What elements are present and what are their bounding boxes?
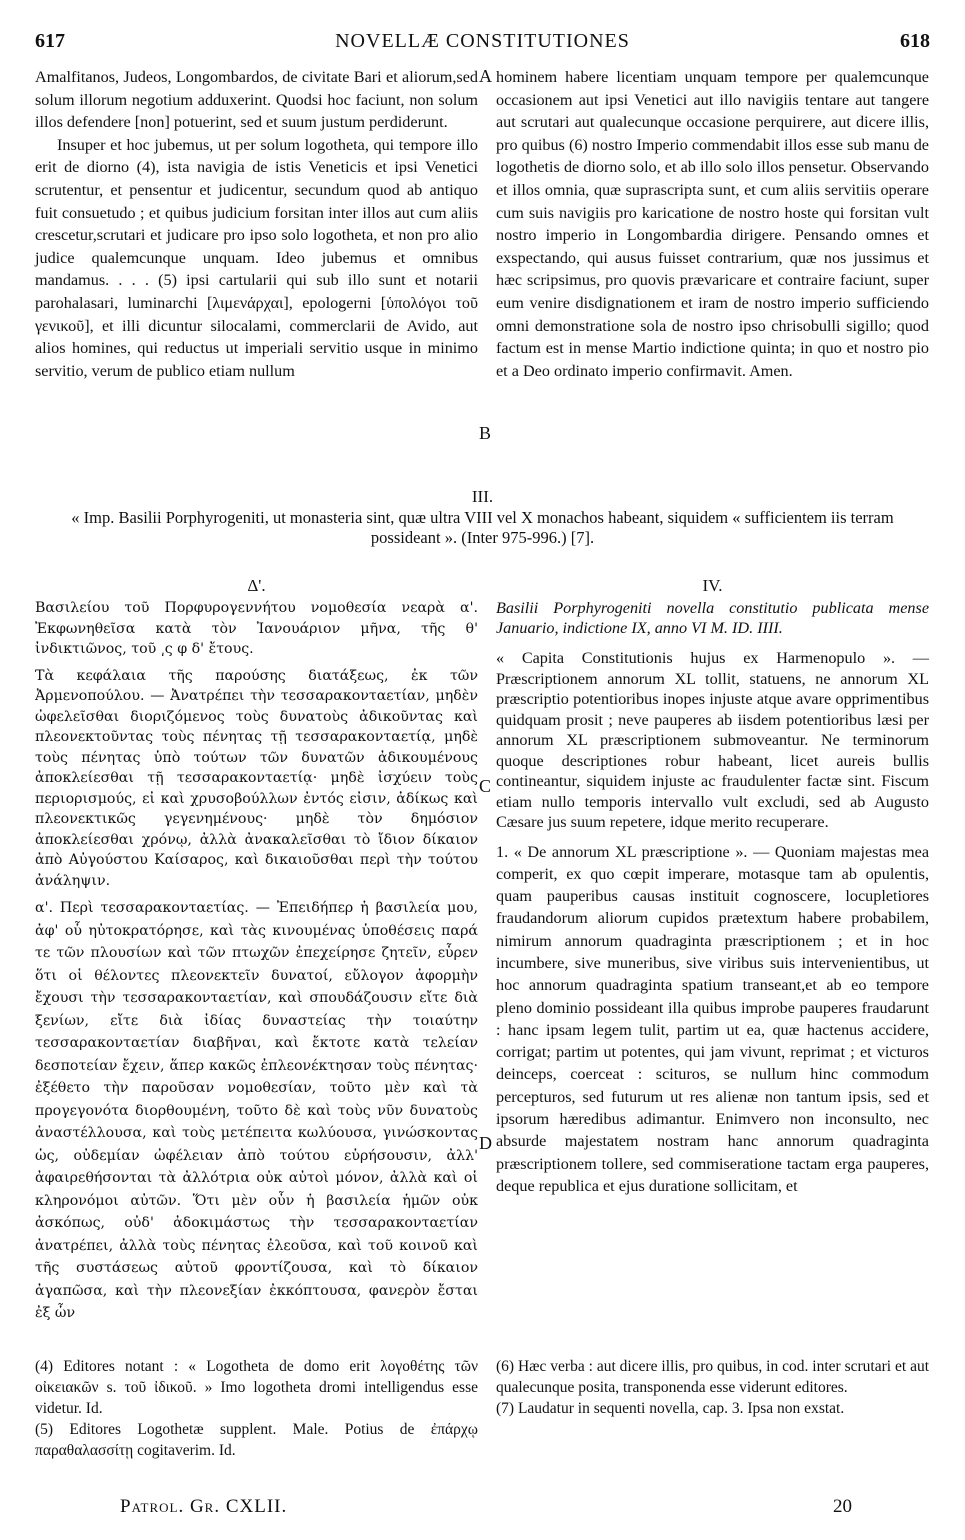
page-header (35, 30, 930, 58)
footnote: (7) Laudatur in sequenti novella, cap. 3. Ipsa non exstat. (496, 1400, 845, 1417)
latin-title: Basilii Porphyrogeniti novella constitutio publicata mense Januario, indictione IX, anno VI M. ID. IIII. (496, 599, 929, 637)
latin-body: 1. « De annorum XL præscriptione ». — Quoniam majestas mea comperit, ex quo cœpit imperare, motasque tam ab opulentis, quam pauperibus causas instituit cognoscere, locupletiores fraudandorum aliorum cupidos prætextum habere probabilem, nimirum annorum quadraginta præscriptionem ; et in hoc incumbere, sive muneribus, sive viribus suis intervenientibus, ut hoc annorum quadraginta spatium transeant,et ab eo tempore pleno dominio possideant illa quibus improbe pauperes fraudarunt : hanc ipsam legem tulit, partim ut ea, quæ hactenus accidere, corrigat; partim ut potentes, qui jam vivunt, reprimat ; et victuros deinceps, coerceat : scituros, se nullum hinc commodum percepturos, sed futurum ut res alienæ non tantum ipsis, sed et ipsorum hæredibus adimantur. Enimvero non inconsulto, nec absurde majestatem nostram hanc annorum quadraginta præscriptionem tollere, sed commiseratione tactam erga pauperes, deque republica et ejus duratione sollicitam, et (496, 842, 929, 1195)
footer-signature: 20 (833, 1496, 852, 1517)
latin-summary-text: Præscriptionem annorum XL tollit, statuens, ne annorum XL præscriptio potentioribus inopes injuste atque avare opprimentibus quidquam prosit ; neve pauperes ab iisdem potentioribus læsi per annorum XL præscriptionem submoveantur. Ne terminorum quoque descriptiones robur habeant, licet aureis bullis contineantur, siquidem injuste ac fraudulenter factæ sint. Fiscum etiam nullo temporis intervallo vult excludi, sed ab Augusto Cæsare jus suum repetere, idque merito recuperare. (496, 669, 929, 831)
section-heading: « Imp. Basilii Porphyrogeniti, ut monasteria sint, quæ ultra VIII vel X monachos habeant, siquidem « sufficientem iis terram possideant ». (Inter 975-996.) [7]. (71, 508, 894, 547)
paragraph: Amalfitanos, Judeos, Longombardos, de civitate Bari et aliorum,sed solum illorum negotium adduxerint. Quodsi hoc faciunt, non solum illos defendere [non] potuerint, sed et suum justum perdiderunt. (35, 68, 478, 132)
latin-summary-head: « Capita Constitutionis hujus ex Harmenopulo ». — (496, 649, 929, 667)
greek-title: Βασιλείου τοῦ Πορφυρογεννήτου νομοθεσία νεαρὰ α'. Ἐκφωνηθεῖσα κατὰ τὸν Ἰανουάριον μῆνα, τῆς θ' ἰνδικτιῶνος, τοῦ ͵ς φ δ' ἔτους. (35, 600, 478, 657)
top-right-column (496, 66, 929, 382)
latin-numeral: IV. (702, 576, 723, 595)
margin-letter-a: A (479, 66, 492, 86)
margin-letter-b: B (479, 423, 492, 443)
page-number-right: 618 (900, 30, 930, 52)
greek-numeral: Δ'. (247, 576, 266, 595)
top-left-column (35, 66, 478, 382)
latin-column (496, 598, 929, 1197)
margin-letter-d: D (479, 1133, 492, 1153)
section-numeral-iii: III. (471, 487, 494, 506)
paragraph: Insuper et hoc jubemus, ut per solum logotheta, qui tempore illo erit de diorno (4), ista navigia de istis Veneticis et ipsi Venetici scrutentur, et pensentur et judicentur, secundum quod ab antiquo fuit consuetudo ; et quibus judicium forsitan inter illos aut cum aliis crescetur,scrutari et judicare pro ipso solo logotheta, et non pro alio judice qualemcunque unquam. Ideo jubemus et omnibus mandamus. . . . (5) ipsi cartularii qui sub illo sunt et notarii parohalasari, luminarchi [λιμενάρχαι], epologerni [ὑπολόγοι τοῦ γενικοῦ], et illi dicuntur silocalami, commerclarii de Avido, aut alios homines, qui reductus ut imperiali servitio usque in minimo servitio, verum de publico etiam nullum (35, 135, 478, 380)
latin-summary (496, 648, 929, 833)
footnote: (5) Editores Logothetæ supplent. Male. Potius de ἐπάρχῳ παραθαλασσίτῃ cogitaverim. Id. (35, 1421, 478, 1459)
footnote: (4) Editores notant : « Logotheta de domo erit λογοθέτης τῶν οἰκειακῶν s. τοῦ ἰδικοῦ. » Imo logotheta dromi intelligendus esse videtur. Id. (35, 1358, 478, 1417)
footnote: (6) Hæc verba : aut dicere illis, pro quibus, in cod. inter scrutari et aut qualecunque posita, transponenda esse viderunt editores. (496, 1358, 929, 1396)
greek-summary: Τὰ κεφάλαια τῆς παρούσης διατάξεως, ἐκ τῶν Ἀρμενοπούλου. — Ἀνατρέπει τὴν τεσσαρακονταετίαν, μηδὲν ὠφελεῖσθαι διοριζόμενος τοὺς δυνατοὺς ἀδικοῦντας καὶ πλεονεκτοῦντας τοὺς πένητας τῇ τεσσαρακονταετίᾳ, μηδὲ τοὺς πένητας ὑπὸ τούτων τῶν δυνατῶν ἀδικουμένους ἀποκλείεσθαι τῇ τεσσαρακονταετίᾳ· μηδὲ ἰσχύειν τοὺς περιορισμούς, εἰ καὶ χρυσοβούλλων ἐντός εἰσιν, ἀδίκως καὶ πλεονεκτικῶς γεγενημένους· μηδὲ τὸν δημόσιον ἀποκλείεσθαι χρόνῳ, ἀλλὰ ἀνακαλεῖσθαι τὸ ἴδιον δίκαιον ἀπὸ Αὐγούστου Καίσαρος, καὶ δικαιοῦσθαι περὶ τὴν τούτου ἀνάληψιν. (35, 667, 478, 889)
greek-body: α'. Περὶ τεσσαρακονταετίας. — Ἐπειδήπερ ἡ βασιλεία μου, ἀφ' οὗ ηὐτοκρατόρησε, καὶ τὰς κινουμένας ὑποθέσεις παρά τε τῶν πλουσίων καὶ τῶν πτωχῶν ἐπεχείρησε ζητεῖν, εὗρεν ὅτι οἱ θέλοντες πλεονεκτεῖν δυνατοί, εὔλογον ἀφορμὴν ἔχουσι τὴν τεσσαρακονταετίαν, καὶ σπουδάζουσιν εἴτε διὰ ξενίων, εἴτε διὰ ἰδίας δυναστείας τὴν τοιαύτην τεσσαρακονταετίαν διαβῆναι, καὶ ἔκτοτε κατὰ τελείαν δεσποτείαν ἔχειν, ἅπερ κακῶς ἐπλεονέκτησαν τοὺς πένητας· ἐξέθετο τὴν παροῦσαν νομοθεσίαν, τοῦτο μὲν καὶ τὰ προγεγονότα διορθουμένη, τοῦτο δὲ καὶ τοὺς νῦν δυνατοὺς ἀναστέλλουσα, καὶ τοὺς μετέπειτα κωλύουσα, γινώσκοντας ὡς, οὐδεμίαν ὠφέλειαν ἀπὸ τούτου εὑρήσουσιν, ἀλλ' ἀφαιρεθήσονται τὰ ἀλλότρια οὐκ αὐτοὶ μόνον, ἀλλὰ καὶ οἱ κληρονόμοι αὐτῶν. Ὅτι μὲν οὖν ἡ βασιλεία ἡμῶν οὐκ ἀσκόπως, οὐδ' ἀδοκιμάστως τὴν τεσσαρακονταετίαν ἀνατρέπει, ἀλλὰ τοὺς πένητας ἐλεοῦσα, καὶ τοῦ κοινοῦ καὶ τῆς συστάσεως αὐτοῦ φροντίζουσα, καὶ τὸ δίκαιον ἀγαπῶσα, καὶ τὴν πλεονεξίαν ἐκκόπτουσα, φανερὸν ἔσται ἐξ ὧν (35, 900, 478, 1321)
paragraph: hominem habere licentiam unquam tempore per qualemcunque occasionem aut ipsi Venetici aut illo navigiis tentare aut tangere aut scrutari aut qualecunque occasione perquirere, aut dicere illis, pro quibus (6) nostro Imperio commendabit illos esse sub manu de logothetis de diorno solo, et ab illo solo illos pensetur. Observando et illos omnia, quæ suprascripta sunt, et cum aliis servitiis operare cum suis navigiis pro karicatione de nostro hoste qui forsitan vult nostro imperio in Longombardia dirigere. Pensando omnes et exspectando, qui ausus fuisset contrarium, quæ nos jussimus et hæc scripsimus, pro quovis prævaricare et contraire faciunt, super eum venire disdignationem et iram de nostro imperio sufficiendo omni demonstratione sola de nostro ipso chrisobulli sigillo; quod factum est in mense Martio indictione quinta; in quo et nostro pio et a Deo ordinato imperio confirmavit. Amen. (496, 68, 929, 380)
footer-left: Patrol. Gr. CXLII. (120, 1496, 288, 1517)
running-title: NOVELLÆ CONSTITUTIONES (335, 30, 630, 52)
footnotes-right (496, 1356, 929, 1419)
footnotes-left (35, 1356, 478, 1461)
page-number-left: 617 (35, 30, 65, 52)
greek-column (35, 598, 478, 1325)
margin-letter-c: C (479, 776, 492, 796)
